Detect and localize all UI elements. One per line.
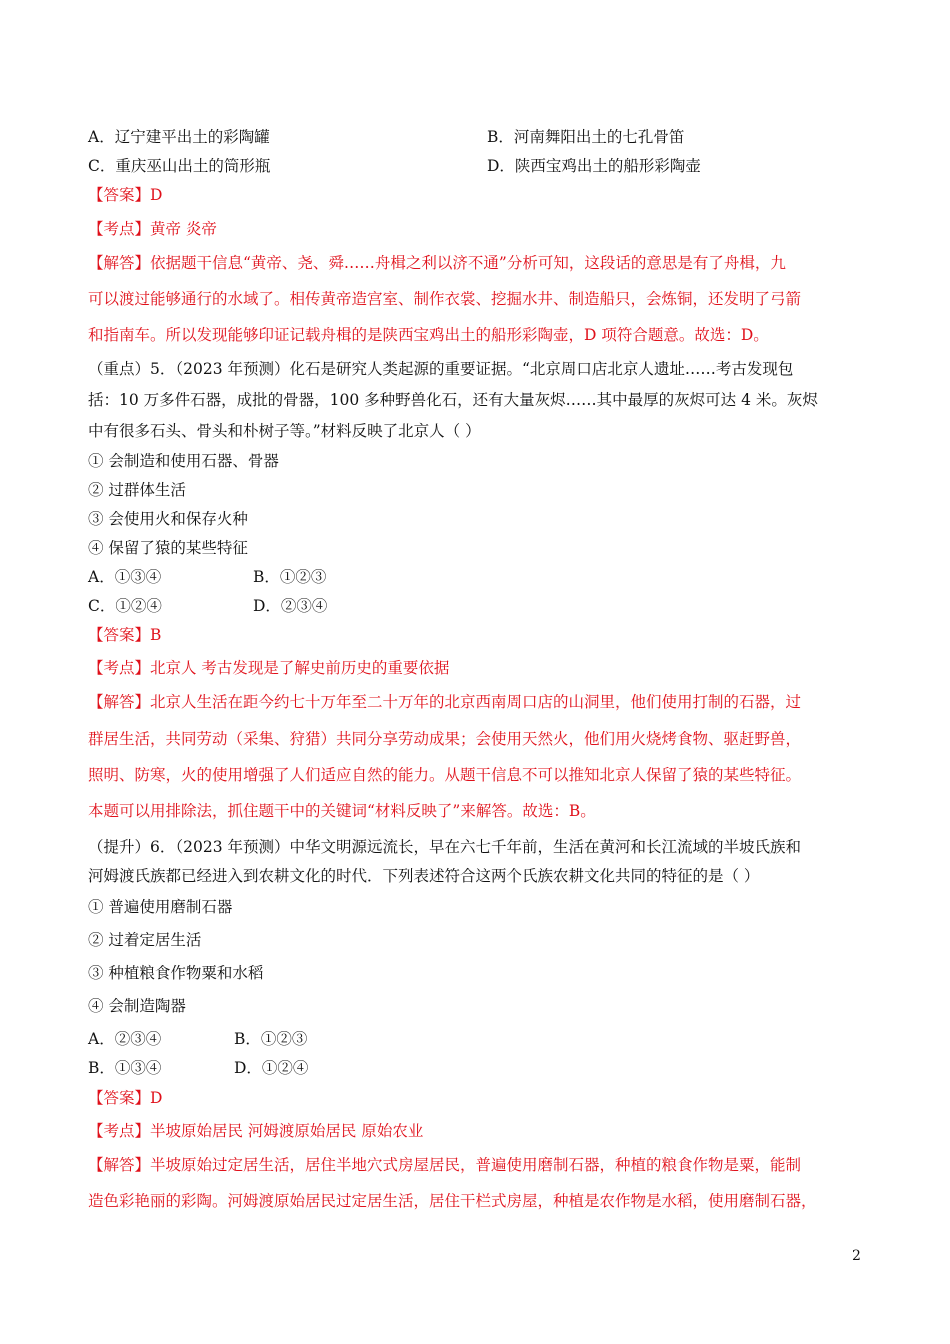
q5-item: ① 会制造和使用石器、骨器 (88, 452, 279, 470)
q4-explanation-line: 【解答】依据题干信息“黄帝、尧、舜……舟楫之利以济不通”分析可知，这段话的意思是有了舟楫，九 (88, 254, 786, 272)
q6-item: ② 过着定居生活 (88, 931, 202, 949)
q5-explanation-line: 本题可以用排除法，抓住题干中的关键词“材料反映了”来解答。故选：B。 (88, 802, 596, 820)
q4-option-a: A．辽宁建平出土的彩陶罐 (88, 128, 270, 146)
q6-answer: 【答案】D (88, 1089, 163, 1107)
q4-option-b: B．河南舞阳出土的七孔骨笛 (487, 128, 685, 146)
q4-explanation-line: 可以渡过能够通行的水域了。相传黄帝造宫室、制作衣裳、挖掘水井、制造船只，会炼铜，还发明了弓箭 (88, 290, 802, 308)
q5-option-b: B．①②③ (253, 568, 327, 586)
q6-item: ① 普遍使用磨制石器 (88, 898, 233, 916)
q6-stem-line: （提升）6．（2023 年预测）中华文明源远流长，早在六七千年前，生活在黄河和长江流域的半坡氏族和 (88, 838, 801, 856)
q5-option-d: D．②③④ (253, 597, 328, 615)
q5-point: 【考点】北京人 考古发现是了解史前历史的重要依据 (88, 659, 450, 677)
q4-option-c: C．重庆巫山出土的筒形瓶 (88, 157, 271, 175)
q4-point: 【考点】黄帝 炎帝 (88, 220, 217, 238)
q5-stem-line: 括：10 万多件石器，成批的骨器，100 多种野兽化石，还有大量灰烬……其中最厚的灰烬可达 4 米。灰烬 (88, 391, 818, 409)
q5-answer: 【答案】B (88, 626, 162, 644)
q5-option-c: C．①②④ (88, 597, 162, 615)
q5-stem-line: 中有很多石头、骨头和朴树子等。”材料反映了北京人（ ） (88, 422, 481, 440)
q6-explanation-line: 【解答】半坡原始过定居生活，居住半地穴式房屋居民，普遍使用磨制石器，种植的粮食作物是粟，能制 (88, 1156, 802, 1174)
q6-option-b: B．①②③ (234, 1030, 308, 1048)
q6-explanation-line: 造色彩艳丽的彩陶。河姆渡原始居民过定居生活，居住干栏式房屋，种植是农作物是水稻，使用磨制石器， (88, 1192, 817, 1210)
q5-explanation-line: 群居生活，共同劳动（采集、狩猎）共同分享劳动成果；会使用天然火，他们用火烧烤食物、驱赶野兽， (88, 730, 802, 748)
page-number: 2 (852, 1248, 861, 1264)
q6-item: ③ 种植粮食作物粟和水稻 (88, 964, 264, 982)
q6-stem-line: 河姆渡氏族都已经进入到农耕文化的时代．下列表述符合这两个氏族农耕文化共同的特征的是（ ） (88, 867, 760, 885)
q4-explanation-line: 和指南车。所以发现能够印证记载舟楫的是陕西宝鸡出土的船形彩陶壶，D 项符合题意。故选：D。 (88, 326, 769, 344)
q4-answer: 【答案】D (88, 186, 163, 204)
q6-option-d: D．①②④ (234, 1059, 309, 1077)
q6-item: ④ 会制造陶器 (88, 997, 186, 1015)
q5-explanation-line: 【解答】北京人生活在距今约七十万年至二十万年的北京西南周口店的山洞里，他们使用打制的石器，过 (88, 693, 802, 711)
q5-option-a: A．①③④ (88, 568, 162, 586)
q5-item: ② 过群体生活 (88, 481, 186, 499)
q6-option-a: A．②③④ (88, 1030, 162, 1048)
q5-stem-line: （重点）5．（2023 年预测）化石是研究人类起源的重要证据。“北京周口店北京人遗址……考古发现包 (88, 360, 794, 378)
q5-explanation-line: 照明、防寒，火的使用增强了人们适应自然的能力。从题干信息不可以推知北京人保留了猿的某些特征。 (88, 766, 802, 784)
q5-item: ③ 会使用火和保存火种 (88, 510, 248, 528)
q5-item: ④ 保留了猿的某些特征 (88, 539, 248, 557)
q6-option-c: B．①③④ (88, 1059, 162, 1077)
q6-point: 【考点】半坡原始居民 河姆渡原始居民 原始农业 (88, 1122, 424, 1140)
q4-option-d: D．陕西宝鸡出土的船形彩陶壶 (487, 157, 701, 175)
